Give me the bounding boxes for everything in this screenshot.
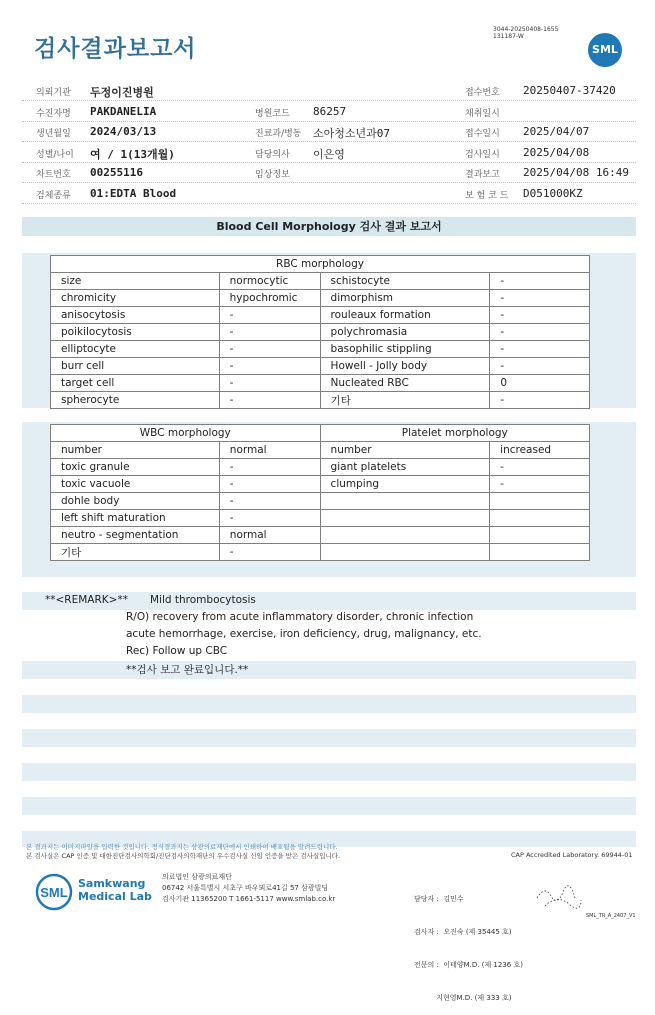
header-row (22, 183, 636, 204)
table-row (51, 273, 590, 290)
finding-result: normocytic (219, 273, 320, 290)
table-row (51, 493, 590, 510)
document-id-line: 3044-20250408-1655 (493, 26, 559, 33)
header-value: 01:EDTA Blood (90, 187, 177, 200)
finding-name: 기타 (51, 544, 220, 561)
page-title: 검사결과보고서 (34, 36, 197, 62)
finding-name: chromicity (51, 290, 220, 307)
finding-name: schistocyte (320, 273, 490, 290)
staff-line: 담당자 : 김민수 (414, 895, 464, 903)
finding-result: - (219, 307, 320, 324)
finding-result (490, 527, 590, 544)
header-label: 차트번호 (36, 170, 71, 180)
signature-scribble (535, 880, 585, 910)
finding-result: - (219, 358, 320, 375)
header-value: 소아청소년과07 (313, 127, 391, 140)
report-title: Blood Cell Morphology 검사 결과 보고서 (22, 217, 636, 236)
finding-name: burr cell (51, 358, 220, 375)
header-value: D051000KZ (523, 187, 583, 200)
header-row (22, 101, 636, 122)
table-row (51, 476, 590, 493)
finding-name: poikilocytosis (51, 324, 220, 341)
sml-logo: SML (588, 33, 622, 67)
finding-result: hypochromic (219, 290, 320, 307)
band-stripe (22, 763, 636, 781)
finding-name: spherocyte (51, 392, 220, 409)
wbc-table-title: WBC morphology (51, 425, 321, 442)
table-row (51, 375, 590, 392)
finding-result: - (490, 476, 590, 493)
finding-result: - (219, 544, 320, 561)
table-row (51, 392, 590, 409)
finding-name (320, 510, 490, 527)
table-row (51, 307, 590, 324)
finding-name: size (51, 273, 220, 290)
finding-result (490, 493, 590, 510)
finding-name: giant platelets (320, 459, 490, 476)
finding-name: 기타 (320, 392, 490, 409)
footer-notice: 본 결과지는 이미지파일을 입력한 것입니다. 정식결과지는 삼광의료재단에서 인쇄하여 배포됨을 알려드립니다. (26, 843, 338, 851)
finding-result: normal (219, 527, 320, 544)
staff-info (414, 872, 523, 1015)
header-row (22, 121, 636, 142)
header-label: 검체종류 (36, 191, 71, 201)
brand-name: Samkwang (78, 877, 146, 890)
header-label: 채취일시 (465, 109, 500, 119)
header-value: 20250407-37420 (523, 84, 616, 97)
cap-accreditation: CAP Accredited Laboratory. 69944-01 (511, 851, 633, 859)
samkwang-logo (34, 872, 154, 916)
finding-result: - (490, 459, 590, 476)
table-row (51, 459, 590, 476)
finding-result: 0 (490, 375, 590, 392)
header-value: 86257 (313, 105, 347, 118)
header-value: 2024/03/13 (90, 125, 157, 138)
remark-line: Rec) Follow up CBC (126, 645, 228, 657)
table-row (51, 341, 590, 358)
finding-result: - (219, 324, 320, 341)
finding-result (490, 510, 590, 527)
staff-line: 전문의 : 이태양M.D. (제 1236 호) (414, 961, 523, 969)
finding-name: dohle body (51, 493, 220, 510)
staff-line: 지현영M.D. (제 333 호) (414, 994, 512, 1002)
remark-line: Mild thrombocytosis (150, 594, 256, 606)
header-label: 의뢰기관 (36, 88, 71, 98)
header-row (22, 142, 636, 163)
header-label: 생년월일 (36, 129, 71, 139)
organization-info (162, 872, 335, 905)
header-label: 보 험 코 드 (465, 191, 509, 201)
finding-result: - (219, 476, 320, 493)
rbc-morphology-table (50, 255, 590, 409)
finding-result: - (219, 459, 320, 476)
footer-accreditation: 본 검사실은 CAP 인증 및 대한진단검사의학회/진단검사의학재단의 우수검사실 신임 인증을 받은 검사실입니다. (26, 852, 341, 860)
finding-result: - (490, 324, 590, 341)
organization-line: 의료법인 삼광의료재단 (162, 873, 232, 881)
remark-line: acute hemorrhage, exercise, iron deficiency, drug, malignancy, etc. (126, 628, 482, 640)
finding-name: dimorphism (320, 290, 490, 307)
header-row (22, 80, 636, 101)
header-value: PAKDANELIA (90, 105, 157, 118)
wbc-platelet-morphology-table (50, 424, 590, 561)
finding-name: rouleaux formation (320, 307, 490, 324)
finding-name: target cell (51, 375, 220, 392)
finding-result: - (219, 341, 320, 358)
remark-line: **검사 보고 완료입니다.** (126, 664, 249, 676)
header-label: 검사일시 (465, 150, 500, 160)
finding-result: - (490, 307, 590, 324)
table-row (51, 358, 590, 375)
finding-result: - (219, 375, 320, 392)
table-row (51, 527, 590, 544)
form-code: SML_TR_A_2407_V1 (586, 913, 636, 919)
finding-name: Nucleated RBC (320, 375, 490, 392)
band-stripe (22, 729, 636, 747)
finding-result: normal (219, 442, 320, 459)
remark-label: **<REMARK>** (45, 594, 128, 606)
band-stripe (22, 695, 636, 713)
finding-name: left shift maturation (51, 510, 220, 527)
platelet-table-title: Platelet morphology (320, 425, 589, 442)
header-label: 진료과/병동 (255, 129, 302, 139)
finding-result: - (490, 273, 590, 290)
finding-name (320, 544, 490, 561)
rbc-table-title: RBC morphology (51, 256, 590, 273)
header-value: 2025/04/08 (523, 146, 590, 159)
finding-result: - (219, 392, 320, 409)
header-value: 이은영 (313, 148, 345, 161)
band-stripe (22, 797, 636, 815)
header-value: 2025/04/07 (523, 125, 590, 138)
header-label: 성별/나이 (36, 150, 74, 160)
finding-name (320, 493, 490, 510)
header-label: 결과보고 (465, 170, 500, 180)
finding-result: - (490, 341, 590, 358)
finding-result: increased (490, 442, 590, 459)
finding-name: basophilic stippling (320, 341, 490, 358)
table-row (51, 324, 590, 341)
header-value: 00255116 (90, 166, 143, 179)
header-value: 2025/04/08 16:49 (523, 166, 629, 179)
finding-name: Howell - Jolly body (320, 358, 490, 375)
finding-result (490, 544, 590, 561)
organization-line: 06742 서울특별시 서초구 바우뫼로41길 57 삼광빌딩 (162, 884, 329, 892)
finding-result: - (490, 392, 590, 409)
finding-name: anisocytosis (51, 307, 220, 324)
finding-name (320, 527, 490, 544)
finding-result: - (490, 358, 590, 375)
header-row (22, 162, 636, 183)
organization-line: 검사기관 11365200 T 1661-5117 www.smlab.co.kr (162, 895, 336, 903)
header-value: 두정이진병원 (90, 86, 154, 99)
header-label: 접수일시 (465, 129, 500, 139)
svg-text:SML: SML (40, 885, 68, 900)
table-row (51, 510, 590, 527)
finding-name: toxic granule (51, 459, 220, 476)
finding-name: elliptocyte (51, 341, 220, 358)
finding-name: number (51, 442, 220, 459)
finding-name: neutro - segmentation (51, 527, 220, 544)
table-row (51, 544, 590, 561)
finding-name: number (320, 442, 490, 459)
finding-name: polychromasia (320, 324, 490, 341)
document-id (493, 26, 558, 40)
header-label: 담당의사 (255, 150, 290, 160)
brand-name: Medical Lab (78, 890, 152, 903)
document-id-line: 131187-W (493, 33, 524, 40)
finding-name: toxic vacuole (51, 476, 220, 493)
finding-name: clumping (320, 476, 490, 493)
header-label: 병원코드 (255, 109, 290, 119)
header-value: 여 / 1(13개월) (90, 148, 175, 161)
remark-line: R/O) recovery from acute inflammatory disorder, chronic infection (126, 611, 474, 623)
table-row (51, 290, 590, 307)
staff-line: 검사자 : 오진숙 (제 35445 호) (414, 928, 512, 936)
header-label: 임상정보 (255, 170, 290, 180)
finding-result: - (219, 510, 320, 527)
header-label: 접수번호 (465, 88, 500, 98)
band-stripe (22, 661, 636, 679)
finding-result: - (219, 493, 320, 510)
finding-result: - (490, 290, 590, 307)
header-label: 수진자명 (36, 109, 71, 119)
table-row (51, 442, 590, 459)
